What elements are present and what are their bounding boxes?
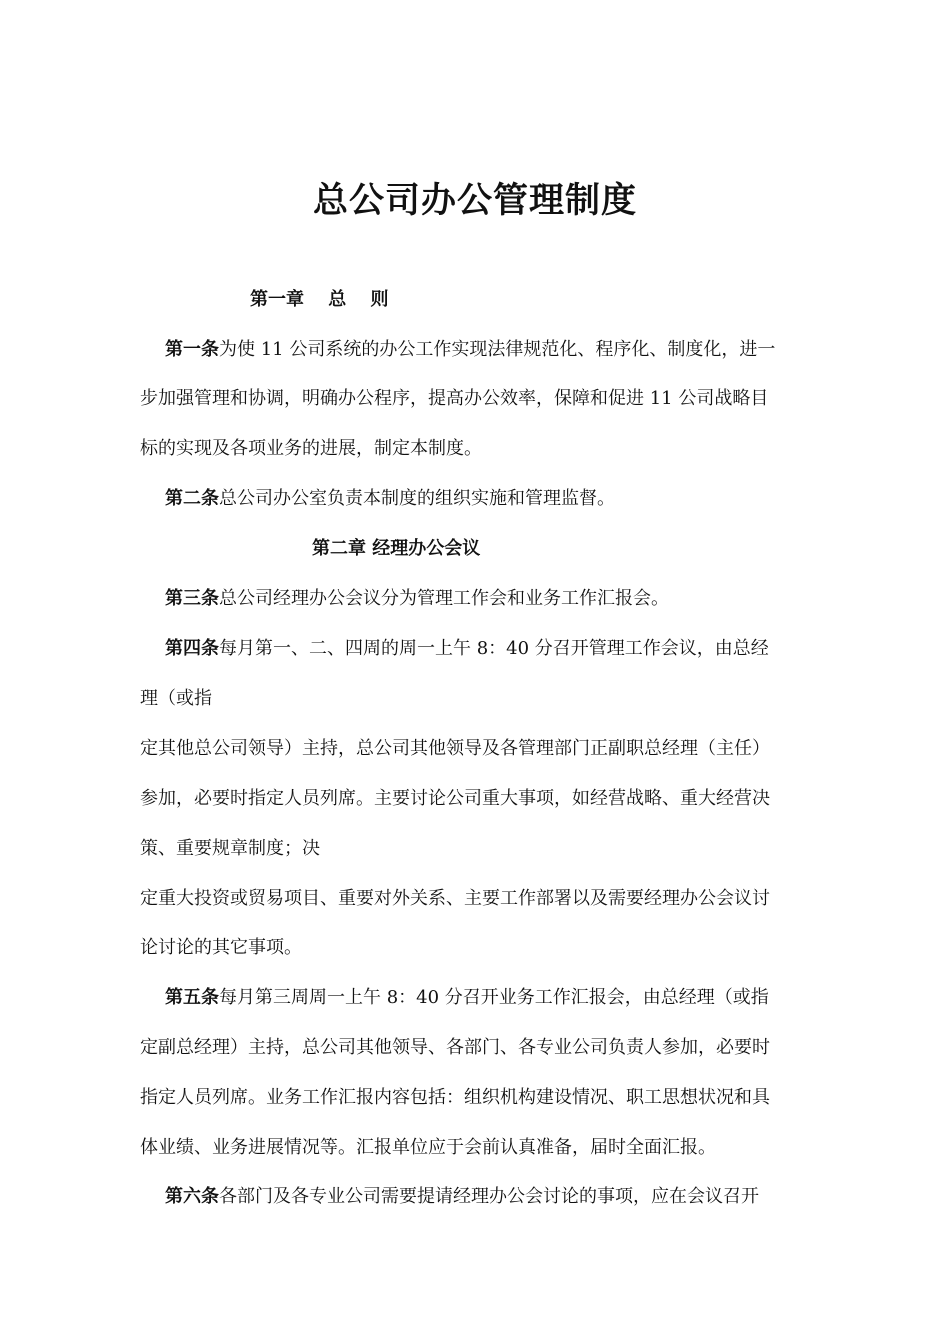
article-3-line-1 [165,586,845,612]
article-1-text-1: 为使 11 公司系统的办公工作实现法律规范化、程序化、制度化，进一 [219,339,776,360]
article-5-line-2: 定副总经理）主持，总公司其他领导、各部门、各专业公司负责人参加，必要时 [140,1037,770,1058]
article-2-text-1: 总公司办公室负责本制度的组织实施和管理监督。 [219,488,615,509]
article-1-line-2: 步加强管理和协调，明确办公程序，提高办公效率，保障和促进 11 公司战略目 [140,388,769,409]
chapter-1-heading: 第一章 总 则 [250,289,389,310]
article-3-label: 第三条 [165,588,219,609]
article-4-line-6: 定重大投资或贸易项目、重要对外关系、主要工作部署以及需要经理办公会议讨 [140,888,770,909]
article-1-line-3: 标的实现及各项业务的进展，制定本制度。 [140,438,482,459]
article-4-line-2: 理（或指 [140,688,212,709]
article-1-label: 第一条 [165,339,219,360]
document-title: 总公司办公管理制度 [312,180,637,221]
article-3-text-1: 总公司经理办公会议分为管理工作会和业务工作汇报会。 [219,588,669,609]
article-4-line-3: 定其他总公司领导）主持，总公司其他领导及各管理部门正副职总经理（主任） [140,738,770,759]
article-1-line-1 [165,337,845,363]
article-4-text-1: 每月第一、二、四周的周一上午 8：40 分召开管理工作会议，由总经 [219,638,769,659]
article-5-text-1: 每月第三周周一上午 8：40 分召开业务工作汇报会，由总经理（或指 [219,987,769,1008]
article-2-line-1 [165,486,845,512]
article-4-line-4: 参加，必要时指定人员列席。主要讨论公司重大事项，如经营战略、重大经营决 [140,788,770,809]
article-5-label: 第五条 [165,987,219,1008]
article-6-label: 第六条 [165,1186,219,1207]
article-4-line-1 [165,636,845,662]
article-5-line-4: 体业绩、业务进展情况等。汇报单位应于会前认真准备，届时全面汇报。 [140,1137,716,1158]
article-4-line-7: 论讨论的其它事项。 [140,937,302,958]
article-5-line-3: 指定人员列席。业务工作汇报内容包括：组织机构建设情况、职工思想状况和具 [140,1087,770,1108]
article-5-line-1 [165,985,845,1011]
article-2-label: 第二条 [165,488,219,509]
article-4-label: 第四条 [165,638,219,659]
article-6-text-1: 各部门及各专业公司需要提请经理办公会讨论的事项，应在会议召开 [219,1186,759,1207]
chapter-2-heading: 第二章 经理办公会议 [312,538,481,559]
article-4-line-5: 策、重要规章制度；决 [140,838,320,859]
article-6-line-1 [165,1184,845,1210]
